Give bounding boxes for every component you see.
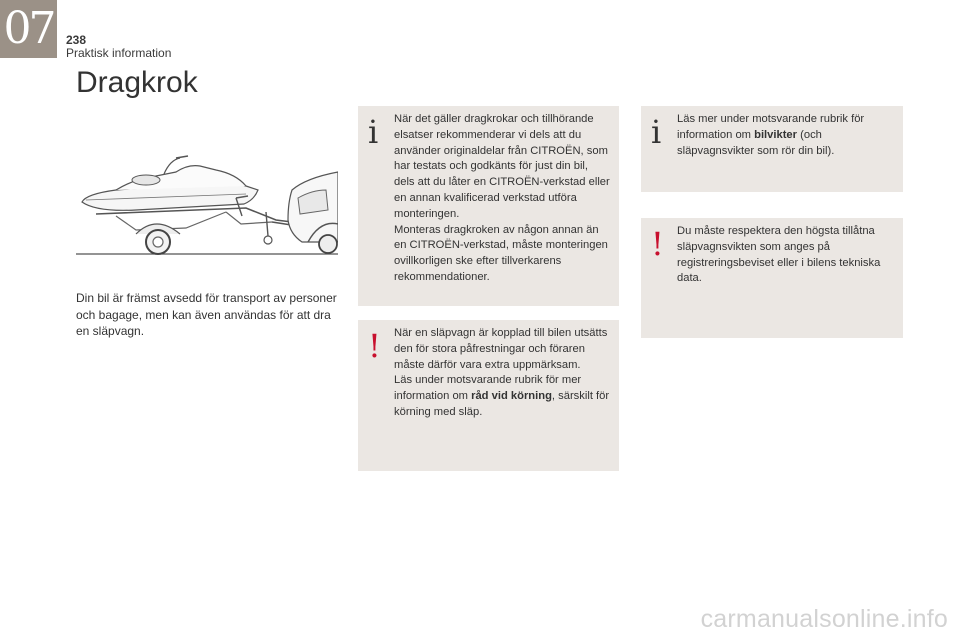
bold-term: råd vid körning [471,390,552,403]
chapter-tab: 07 [0,0,57,58]
note-text [677,224,895,287]
info-icon: i [368,113,379,151]
warning-icon: ! [651,225,664,263]
note-paragraph: När det gäller dragkrokar och tillhörande elsatser rekommenderar vi dels att du använder originaldelar från CITROËN, som har testats och godkänts för just din bil, dels att du låter en CITROËN-verkstad eller en annan kvalificerad verkstad utföra monteringen. [394,113,610,220]
watermark: carmanualsonline.info [700,605,948,633]
note-text [394,112,611,286]
warning-note-trailer-driving [358,320,619,471]
info-note-towbar-parts [358,106,619,306]
note-paragraph: När en släpvagn är kopplad till bilen utsätts den för stora påfrestningar och föraren måste därför vara extra uppmärksam. [394,327,608,371]
note-paragraph: Läs under motsvarande rubrik för mer information om råd vid körning, särskilt för körning med släp. [394,374,610,418]
page-number: 238 [66,33,87,47]
note-text [394,326,611,421]
warning-note-max-trailer-weight [641,218,903,338]
note-paragraph: Du måste respektera den högsta tillåtna släpvagnsvikten som anges på registreringsbeviset eller i bilens tekniska data. [677,225,881,285]
page-title: Dragkrok [76,66,198,99]
note-paragraph: Läs mer under motsvarande rubrik för information om bilvikter (och släpvagnsvikter som rör din bil). [677,113,865,157]
info-icon: i [651,113,662,151]
intro-paragraph: Din bil är främst avsedd för transport av personer och bagage, men kan även användas för att dra en släpvagn. [76,291,337,338]
bold-term: bilvikter [754,128,798,141]
note-text [677,112,895,159]
warning-icon: ! [368,327,381,365]
note-paragraph: Monteras dragkroken av någon annan än en CITROËN-verkstad, måste monteringen ovillkorligen ske efter tillverkarens rekommendationer. [394,223,608,283]
section-name: Praktisk information [66,46,172,60]
boat-trailer-illustration [76,150,338,260]
info-note-vehicle-weights [641,106,903,192]
